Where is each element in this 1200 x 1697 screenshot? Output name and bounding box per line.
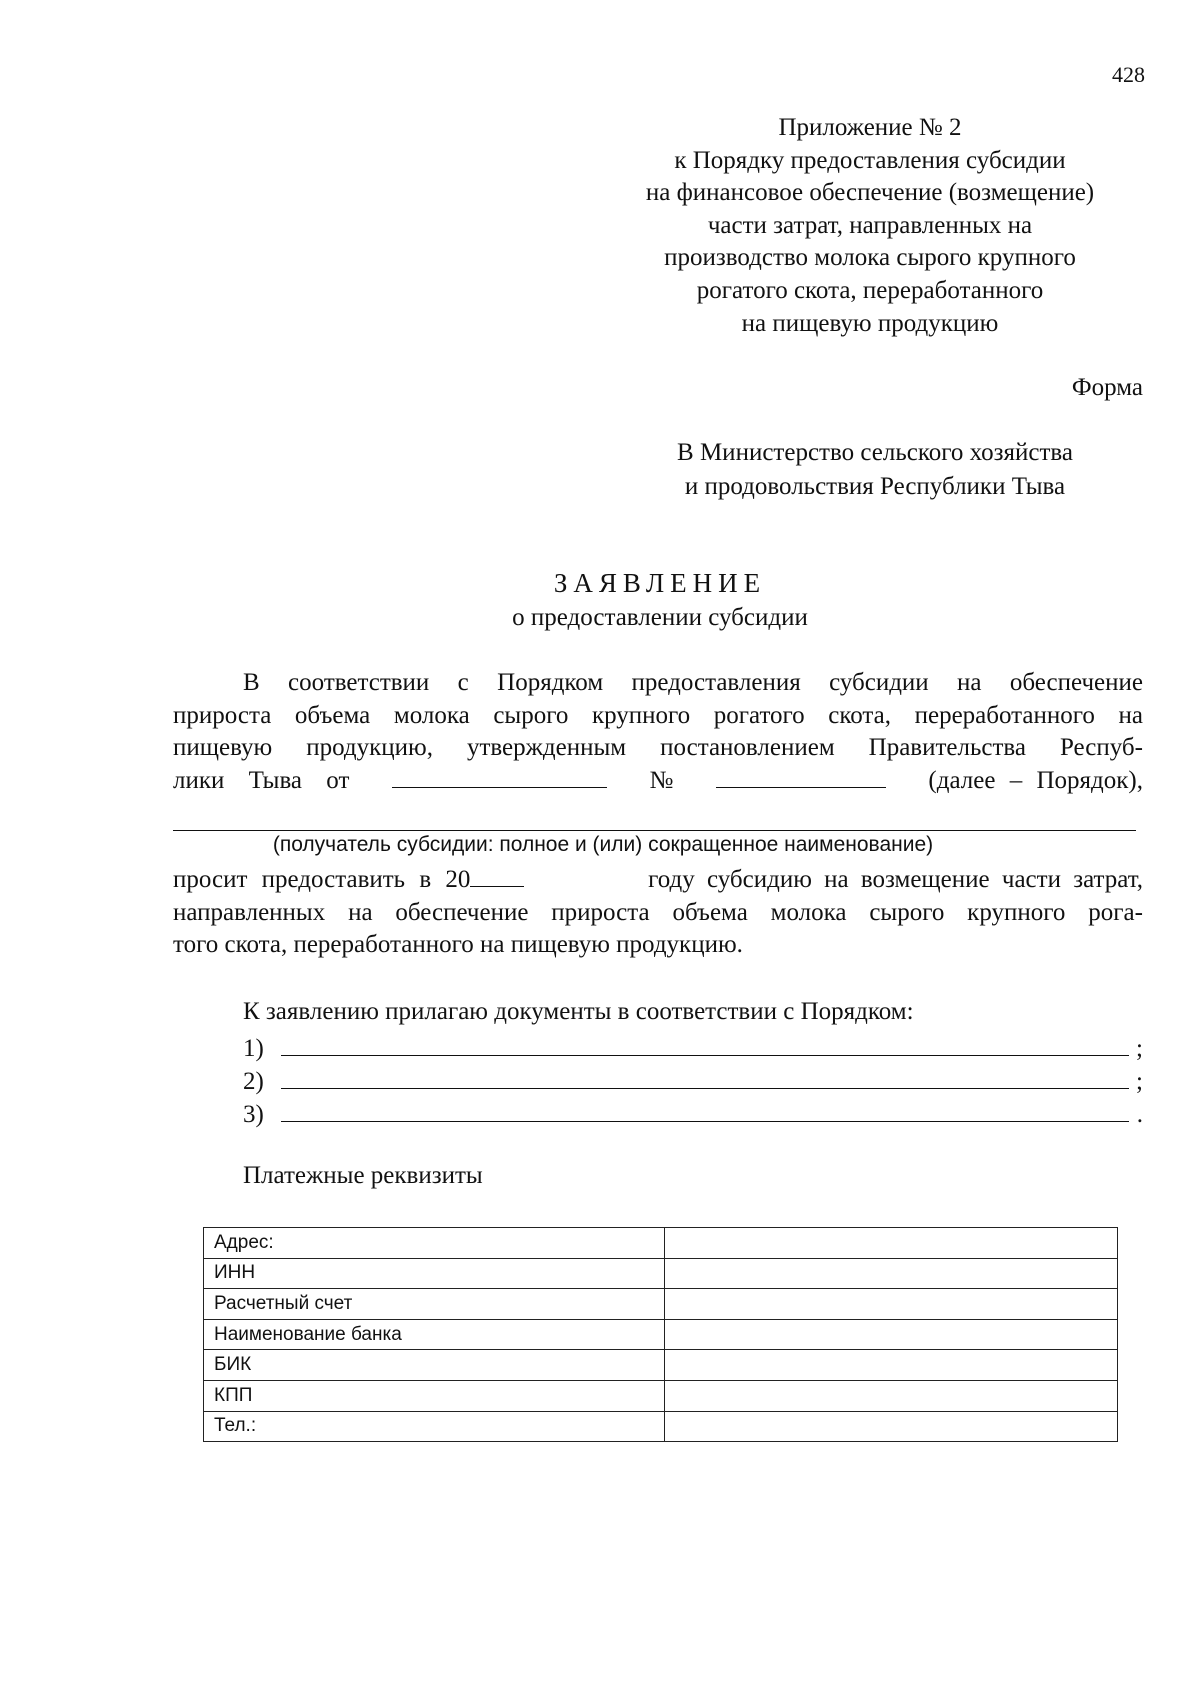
paragraph-1-line-4 xyxy=(173,765,1143,798)
attachment-end-mark: ; xyxy=(1136,1035,1143,1062)
word: прироста xyxy=(173,701,272,729)
attachments-intro: К заявлению прилагаю документы в соответствии с Порядком: xyxy=(243,998,914,1025)
requisite-label: Адрес: xyxy=(204,1228,665,1259)
attachment-number: 1) xyxy=(243,1035,264,1062)
year-blank-field[interactable] xyxy=(470,864,524,887)
requisite-label: ИНН xyxy=(204,1258,665,1289)
word: Порядком xyxy=(497,669,604,696)
word: прироста xyxy=(551,898,650,926)
word: объема xyxy=(294,701,371,729)
paragraph-2-line-3 xyxy=(173,929,1143,962)
word: В xyxy=(243,669,260,696)
table-row xyxy=(204,1411,1118,1442)
table-row xyxy=(204,1350,1118,1381)
word: молока xyxy=(770,898,847,926)
word: переработанного xyxy=(914,701,1095,729)
paragraph-2 xyxy=(173,864,1143,962)
word: (далее – Порядок), xyxy=(928,766,1143,794)
recipient-caption: (получатель субсидии: полное и (или) сокращенное наименование) xyxy=(272,833,934,856)
attachment-item xyxy=(243,1064,1143,1096)
text-segment xyxy=(173,864,524,897)
word: обеспечение xyxy=(1009,669,1143,696)
word: направленных xyxy=(173,898,326,926)
word: с xyxy=(457,669,469,696)
word: крупного xyxy=(591,701,691,729)
table-row xyxy=(204,1228,1118,1259)
table-row xyxy=(204,1289,1118,1320)
attachment-item xyxy=(243,1097,1143,1129)
addressee-block xyxy=(620,436,1130,504)
attachment-number: 2) xyxy=(243,1068,264,1095)
number-sign: № xyxy=(649,766,674,794)
word: крупного xyxy=(967,898,1066,926)
appendix-line: к Порядку предоставления субсидии xyxy=(674,146,1066,174)
requisites-table xyxy=(203,1227,1118,1442)
appendix-block xyxy=(600,112,1140,340)
attachment-end-mark: ; xyxy=(1136,1068,1143,1095)
word: обеспечение xyxy=(395,898,529,926)
requisite-label: Тел.: xyxy=(204,1411,665,1442)
word: объема xyxy=(672,898,748,926)
text-segment-b: году субсидию на возмещение части затрат, xyxy=(648,866,1143,893)
appendix-line: Приложение № 2 xyxy=(778,114,962,141)
paragraph-1-line-1 xyxy=(173,667,1143,700)
attachment-blank-field[interactable] xyxy=(281,1097,1129,1122)
paragraph-1-line-3 xyxy=(173,732,1143,765)
requisite-value-field[interactable] xyxy=(665,1289,1118,1320)
payment-heading: Платежные реквизиты xyxy=(243,1162,483,1189)
word: субсидии xyxy=(829,669,929,696)
date-blank-field[interactable] xyxy=(392,765,607,788)
recipient-name-field[interactable] xyxy=(173,830,1136,831)
word: пищевую xyxy=(173,734,273,761)
word: на xyxy=(1118,701,1143,729)
addressee-line: В Министерство сельского хозяйства xyxy=(677,439,1073,466)
word: скота, xyxy=(828,701,892,729)
word: предоставления xyxy=(631,669,801,696)
word: на xyxy=(957,669,982,696)
table-row xyxy=(204,1319,1118,1350)
paragraph-1 xyxy=(173,667,1143,797)
text-segment-a: просит предоставить в 20 xyxy=(173,866,471,893)
document-title: ЗАЯВЛЕНИЕ xyxy=(553,568,767,598)
paragraph-1-line-2 xyxy=(173,700,1143,733)
word: продукцию, xyxy=(306,734,433,761)
appendix-line: рогатого скота, переработанного xyxy=(696,276,1044,304)
page-number: 428 xyxy=(1112,62,1145,87)
word: рога- xyxy=(1088,898,1143,926)
attachment-number: 3) xyxy=(243,1101,264,1128)
appendix-line: части затрат, направленных на xyxy=(707,211,1033,239)
requisite-value-field[interactable] xyxy=(665,1380,1118,1411)
requisite-value-field[interactable] xyxy=(665,1319,1118,1350)
text-segment: того скота, переработанного на пищевую продукцию. xyxy=(173,931,743,958)
word: молока xyxy=(393,701,470,729)
requisite-value-field[interactable] xyxy=(665,1350,1118,1381)
word: рогатого xyxy=(713,701,805,729)
word: сырого xyxy=(493,701,569,729)
paragraph-2-line-2 xyxy=(173,897,1143,930)
requisite-label: КПП xyxy=(204,1380,665,1411)
word: Респуб- xyxy=(1059,734,1143,761)
appendix-line: на финансовое обеспечение (возмещение) xyxy=(645,179,1095,207)
requisite-value-field[interactable] xyxy=(665,1228,1118,1259)
attachment-item xyxy=(243,1031,1143,1063)
word: на xyxy=(348,898,373,926)
word: Правительства xyxy=(868,734,1026,761)
number-blank-field[interactable] xyxy=(716,765,886,788)
requisite-label: Наименование банка xyxy=(204,1319,665,1350)
word: утвержденным xyxy=(466,734,627,761)
attachment-end-mark: . xyxy=(1136,1101,1143,1128)
attachment-blank-field[interactable] xyxy=(281,1031,1129,1056)
addressee-line: и продовольствия Республики Тыва xyxy=(684,473,1066,500)
form-label: Форма xyxy=(1071,374,1143,401)
paragraph-2-line-1 xyxy=(173,864,1143,897)
requisite-label: БИК xyxy=(204,1350,665,1381)
table-row xyxy=(204,1258,1118,1289)
word: сырого xyxy=(869,898,945,926)
requisite-value-field[interactable] xyxy=(665,1258,1118,1289)
requisite-label: Расчетный счет xyxy=(204,1289,665,1320)
word: лики Тыва от xyxy=(173,766,350,794)
attachment-blank-field[interactable] xyxy=(281,1064,1129,1089)
appendix-line: на пищевую продукцию xyxy=(741,309,999,337)
table-row xyxy=(204,1380,1118,1411)
document-subtitle: о предоставлении субсидии xyxy=(512,604,808,631)
word: постановлением xyxy=(660,734,835,761)
appendix-line: производство молока сырого крупного xyxy=(664,244,1076,272)
word: соответствии xyxy=(288,669,430,696)
requisite-value-field[interactable] xyxy=(665,1411,1118,1442)
